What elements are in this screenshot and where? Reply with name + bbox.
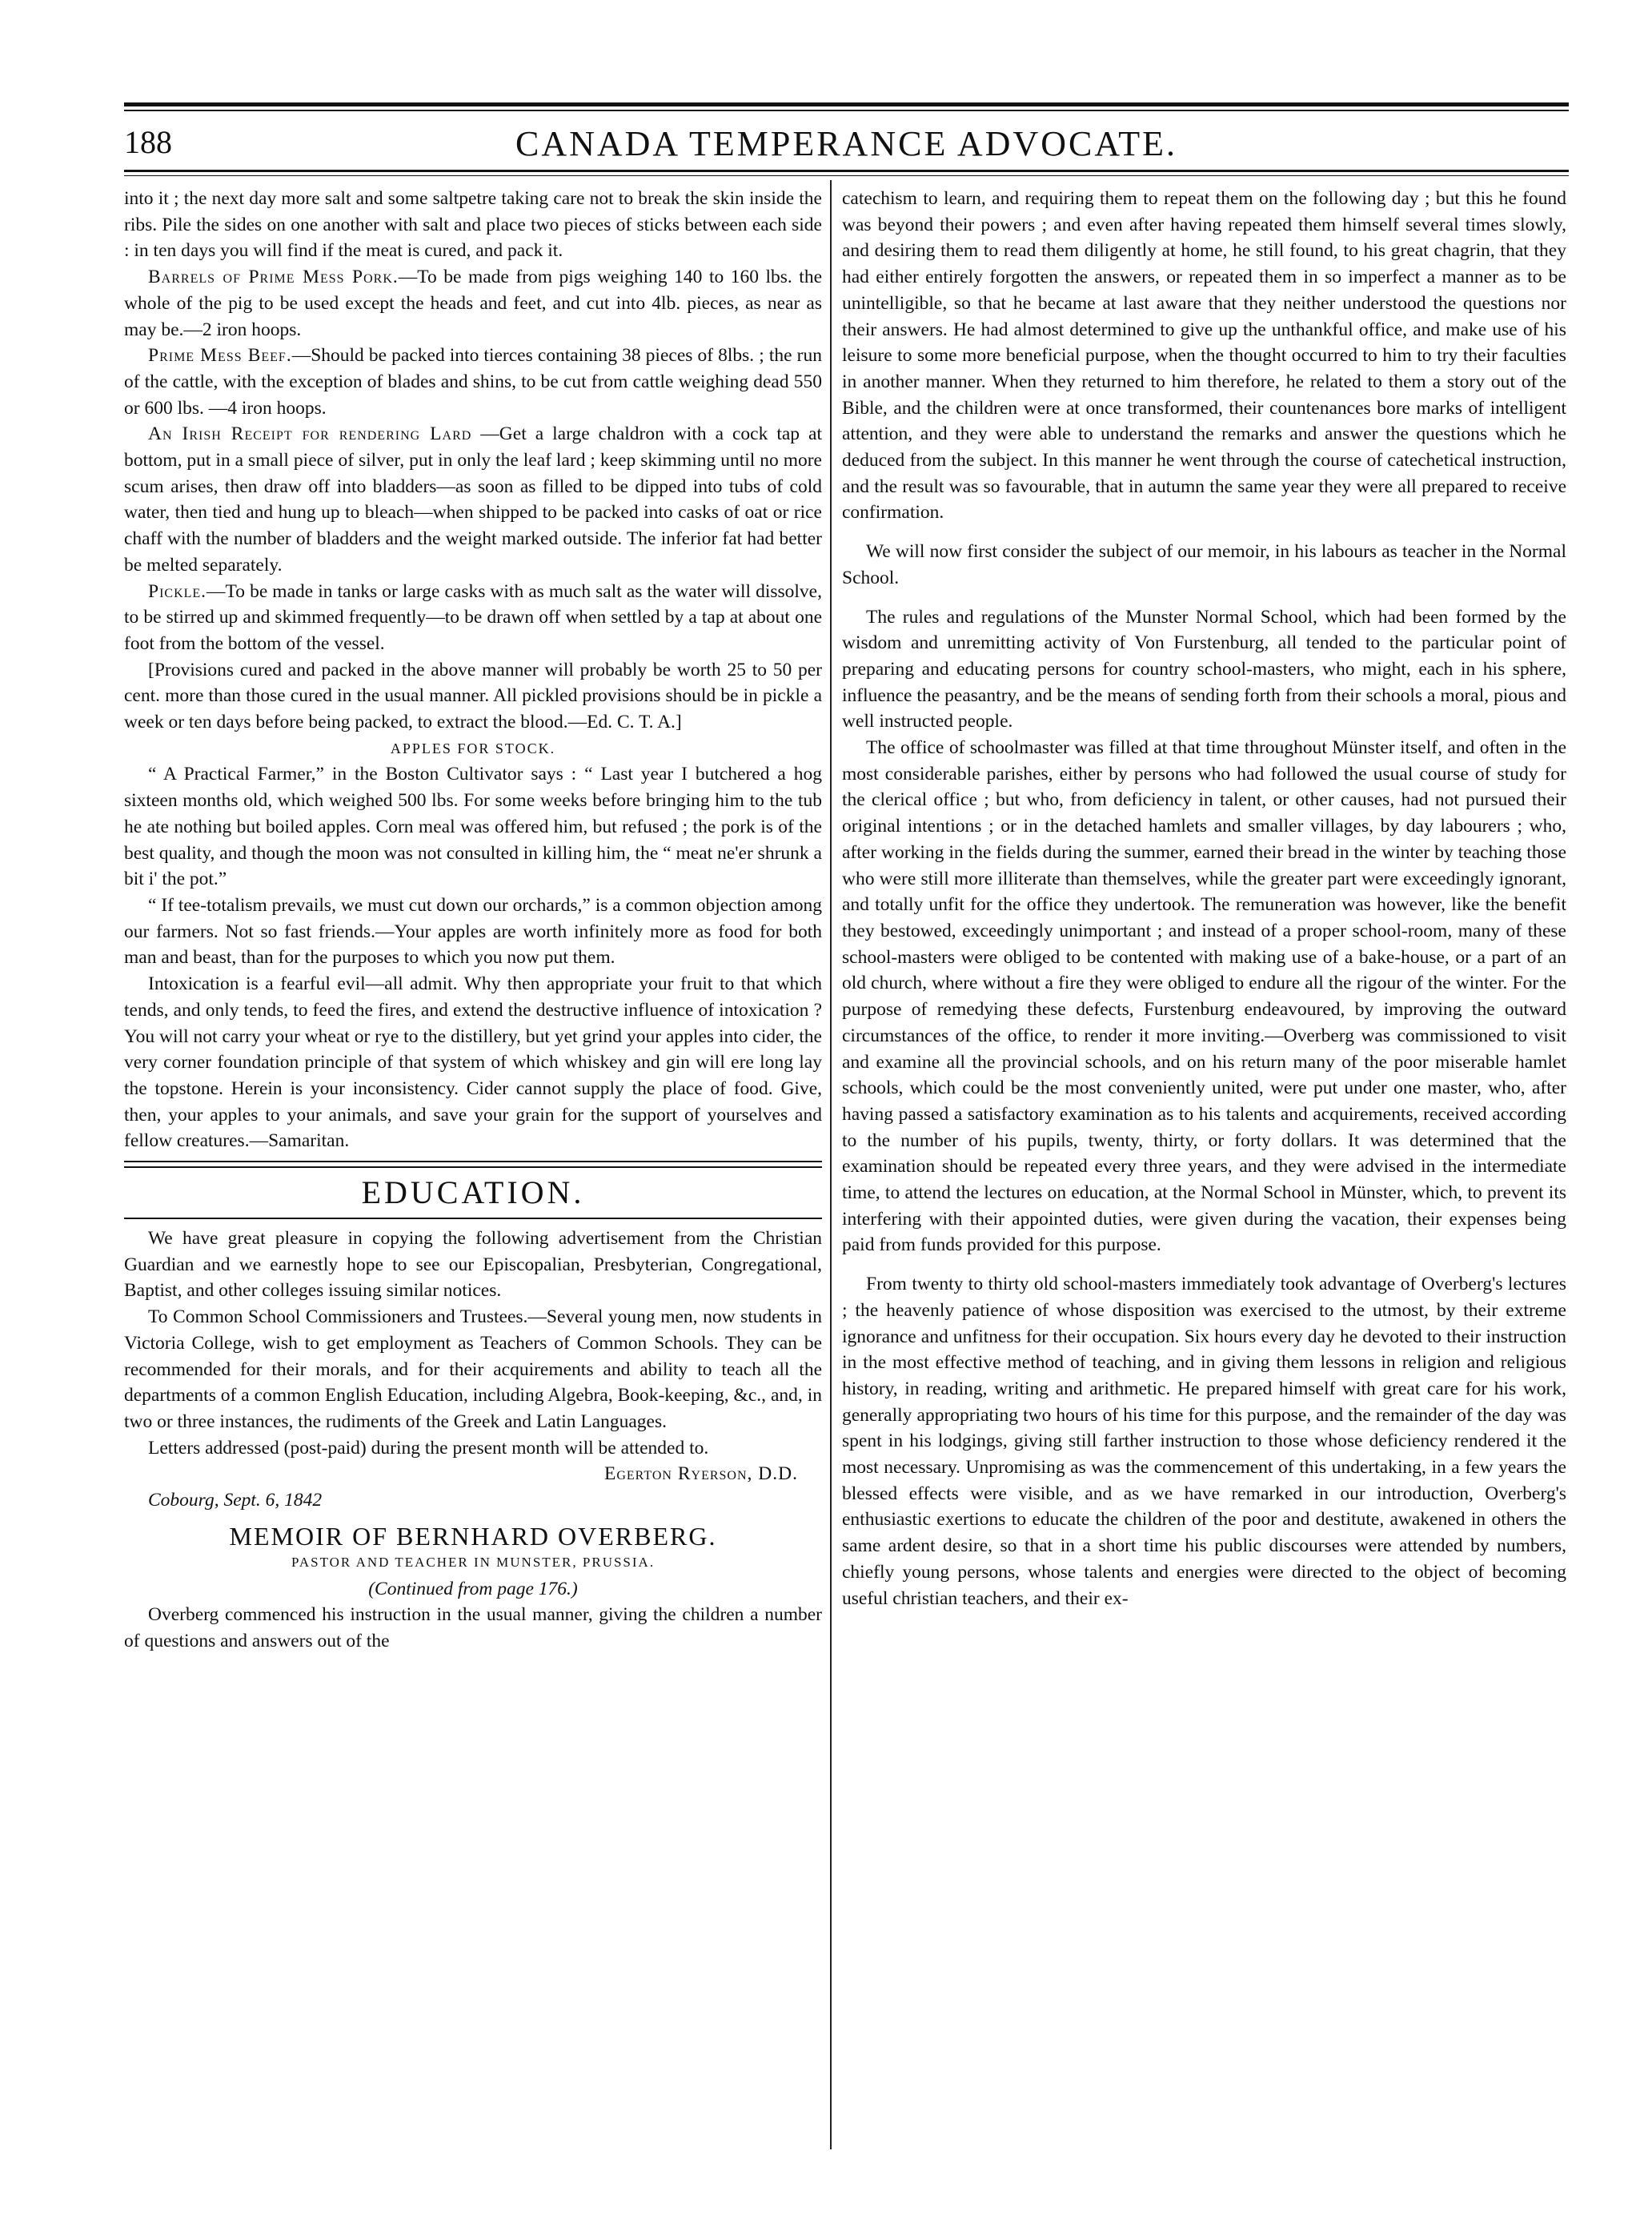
left-column <box>124 186 822 2163</box>
apples-paragraph-2: “ If tee-totalism prevails, we must cut down our orchards,” is a common objection among our farmers. Not so fast friends.—Your apples are worth infinitely more as food for both man and beast, than for the purposes to which you now put them. <box>124 894 822 969</box>
top-rule-thin <box>124 110 1569 111</box>
top-rule <box>124 102 1569 106</box>
right-column <box>842 186 1566 2163</box>
memoir-subtitle: PASTOR AND TEACHER IN MUNSTER, PRUSSIA. <box>291 1555 656 1571</box>
memoir-title: MEMOIR OF BERNHARD OVERBERG. <box>229 1522 717 1551</box>
education-paragraph-3: Letters addressed (post-paid) during the present month will be attended to. <box>148 1437 709 1459</box>
journal-title: CANADA TEMPERANCE ADVOCATE. <box>515 124 1178 163</box>
apples-heading: APPLES FOR STOCK. <box>390 740 556 756</box>
memoir-paragraph-6: From twenty to thirty old school-masters immediately took advantage of Overberg's lectures ; the heavenly patience of whose disposition was exercised to the utmost, by their extreme ignorance and unfitness for their occupation. Six hours every day he devoted to their instruction in the most effective method of teaching, and in giving them lessons in religion and religious history, in reading, writing and arithmetic. He prepared himself with great care for his work, generally appropriating two hours of his time for this purpose, and the remainder of the day was spent in his lodgings, giving still farther instruction to those whose deficiency rendered it the most necessary. Unpromising as was the commencement of this undertaking, in a few years the blessed effects were visible, and as we have remarked in our introduction, Overberg's enthusiastic exertions to educate the children of the poor and destitute, awakened in others the same ardent desire, so that in a short time his public discourses were attended by numbers, chiefly young persons, whose talents and energies were directed to the object of becoming useful christian teachers, and their ex- <box>842 1274 1566 1609</box>
section-divider <box>124 1161 822 1168</box>
masthead-rule <box>124 170 1569 172</box>
education-rule <box>124 1218 822 1219</box>
education-paragraph-2: To Common School Commissioners and Trustees.—Several young men, now students in Victoria College, wish to get employment as Teachers of Common Schools. They can be recommended for their morals, and for their acquirements and ability to teach all the departments of a common English Education, including Algebra, Book-keeping, &c., and, in two or three instances, the rudiments of the Greek and Latin Languages. <box>124 1306 822 1432</box>
place-date: Cobourg, Sept. 6, 1842 <box>148 1490 323 1511</box>
apples-paragraph-3: Intoxication is a fearful evil—all admit. Why then appropriate your fruit to that which tends, and only tends, to feed the fires, and extend the destructive influence of intoxication ? You will not carry your wheat or rye to the distillery, but yet grind your apples into cider, the very corner foundation principle of that system of which whiskey and gin will ere long lay the topstone. Herein is your inconsistency. Cider cannot supply the place of food. Give, then, your apples to your animals, and save your grain for the support of yourselves and fellow creatures.—Samaritan. <box>124 973 822 1152</box>
pickle-paragraph <box>124 579 822 657</box>
education-paragraph-1: We have great pleasure in copying the following advertisement from the Christian Guardian and we earnestly hope to see our Episcopalian, Presbyterian, Congregational, Baptist, and other colleges issuing similar notices. <box>124 1228 822 1302</box>
memoir-paragraph-3: We will now first consider the subject of our memoir, in his labours as teacher in the Normal School. <box>842 541 1566 588</box>
lard-paragraph <box>124 421 822 578</box>
lard-label: An Irish Receipt for rendering Lard <box>148 423 472 445</box>
masthead-rule-thin <box>124 175 1569 176</box>
memoir-paragraph-5: The office of schoolmaster was filled at that time throughout Münster itself, and often in the most considerable parishes, either by persons who had followed the usual course of study for the clerical office ; but who, from deficiency in talent, or other causes, had not pursued their original intentions ; or in the detached hamlets and smaller villages, by day labourers ; who, after working in the fields during the summer, earned their bread in the winter by teaching those who were still more illiterate than themselves, while the greater part were exceedingly ignorant, and totally unfit for the office they undertook. The remuneration was however, like the benefit they bestowed, exceedingly unimportant ; and instead of a proper school-room, many of these school-masters were obliged to be contented with making use of a bake-house, or a part of an old church, where without a fire they were obliged to endure all the rigour of the winter. For the purpose of remedying these defects, Furstenburg endeavoured, by improving the outward circumstances of the office, to render it more inviting.—Overberg was commissioned to visit and examine all the provincial schools, and on his return many of the poor miserable hamlet schools, which could be the most conveniently united, were put under one master, who, after having passed a satisfactory examination as to his talents and acquirements, received according to the number of his pupils, twenty, thirty, or forty dollars. It was determined that the examination should be repeated every three years, and they were advised in the intermediate time, to attend the lectures on education, at the Normal School in Münster, which, to prevent its interfering with their appointed duties, were given during the vacation, their expenses being paid from funds provided for this purpose. <box>842 737 1566 1256</box>
page-number: 188 <box>124 124 172 160</box>
memoir-paragraph-4: The rules and regulations of the Munster Normal School, which had been formed by the wisdom and unremitting activity of Von Furstenburg, all tended to the particular point of preparing and educating persons for country school-masters, who might, each in his sphere, influence the peasantry, and be the means of sending forth from their schools a moral, pious and well instructed people. <box>842 606 1566 732</box>
curing-paragraph: into it ; the next day more salt and some saltpetre taking care not to break the skin inside the ribs. Pile the sides on one another with salt and place two pieces of sticks between each side : in ten days you will find if the meat is cured, and pack it. <box>124 188 822 262</box>
beef-label: Prime Mess Beef. <box>148 345 292 367</box>
column-divider <box>830 180 832 2149</box>
beef-text: —Should be packed into tierces containing 38 pieces of 8lbs. ; the run of the cattle, with the exception of blades and shins, to be cut from cattle weighing dead 550 or 600 lbs. —4 iron hoops. <box>124 345 822 419</box>
signature-block <box>124 1461 822 1514</box>
pork-text: —To be made from pigs weighing 140 to 160 lbs. the whole of the pig to be used except the heads and feet, and cut into 4lb. pieces, as near as may be.—2 iron hoops. <box>124 267 822 340</box>
editor-note: [Provisions cured and packed in the above manner will probably be worth 25 to 50 per cent. more than those cured in the usual manner. All pickled provisions should be in pickle a week or ten days before being packed, to extract the blood.—Ed. C. T. A.] <box>124 659 822 733</box>
signature: Egerton Ryerson, D.D. <box>604 1463 798 1485</box>
pickle-text: —To be made in tanks or large casks with as much salt as the water will dissolve, to be stirred up and skimmed frequently—to be drawn off when settled by a tap at about one foot from the bottom of the vessel. <box>124 580 822 654</box>
memoir-continued: (Continued from page 176.) <box>368 1578 578 1599</box>
education-title: EDUCATION. <box>361 1174 585 1211</box>
memoir-paragraph-1: Overberg commenced his instruction in the usual manner, giving the children a number of questions and answers out of the <box>124 1604 822 1652</box>
pickle-label: Pickle. <box>148 580 207 602</box>
beef-paragraph <box>124 343 822 421</box>
masthead <box>124 120 1569 168</box>
pork-label: Barrels of Prime Mess Pork. <box>148 267 399 288</box>
apples-paragraph-1: “ A Practical Farmer,” in the Boston Cultivator says : “ Last year I butchered a hog sixteen months old, which weighed 500 lbs. For some weeks before bringing him to the tub he ate nothing but boiled apples. Corn meal was offered him, but refused ; the pork is of the best quality, and though the moon was not consulted in killing him, the “ meat ne'er shrunk a bit i' the pot.” <box>124 764 822 890</box>
lard-text: —Get a large chaldron with a cock tap at bottom, put in a small piece of silver, put in only the leaf lard ; keep skimming until no more scum arises, then draw off into bladders—as soon as filled to be dipped into tubs of cold water, then tied and hung up to bleach—when shipped to be packed into casks of oat or rice chaff with the number of bladders and the weight marked outside. The inferior fat had better be melted separately. <box>124 423 822 576</box>
pork-paragraph <box>124 264 822 343</box>
memoir-paragraph-2: catechism to learn, and requiring them to repeat them on the following day ; but this he found was beyond their powers ; and even after having repeated them himself several times slowly, and desiring them to read them diligently at home, he still found, to his great chagrin, that they had either entirely forgotten the answers, or repeated them in so imperfect a manner as to be unintelligible, so that he became at last aware that they neither understood the questions nor their answers. He had almost determined to give up the unthankful office, and make use of his leisure to some more beneficial purpose, when the thought occurred to him to try their faculties in another manner. When they returned to him therefore, he related to them a story out of the Bible, and the children were at once transformed, their countenances bore marks of intelligent attention, and they were able to understand the remarks and answer the questions which he deduced from the subject. In this manner he went through the course of catechetical instruction, and the result was so favourable, that in autumn the same year they were all prepared to receive confirmation. <box>842 188 1566 524</box>
